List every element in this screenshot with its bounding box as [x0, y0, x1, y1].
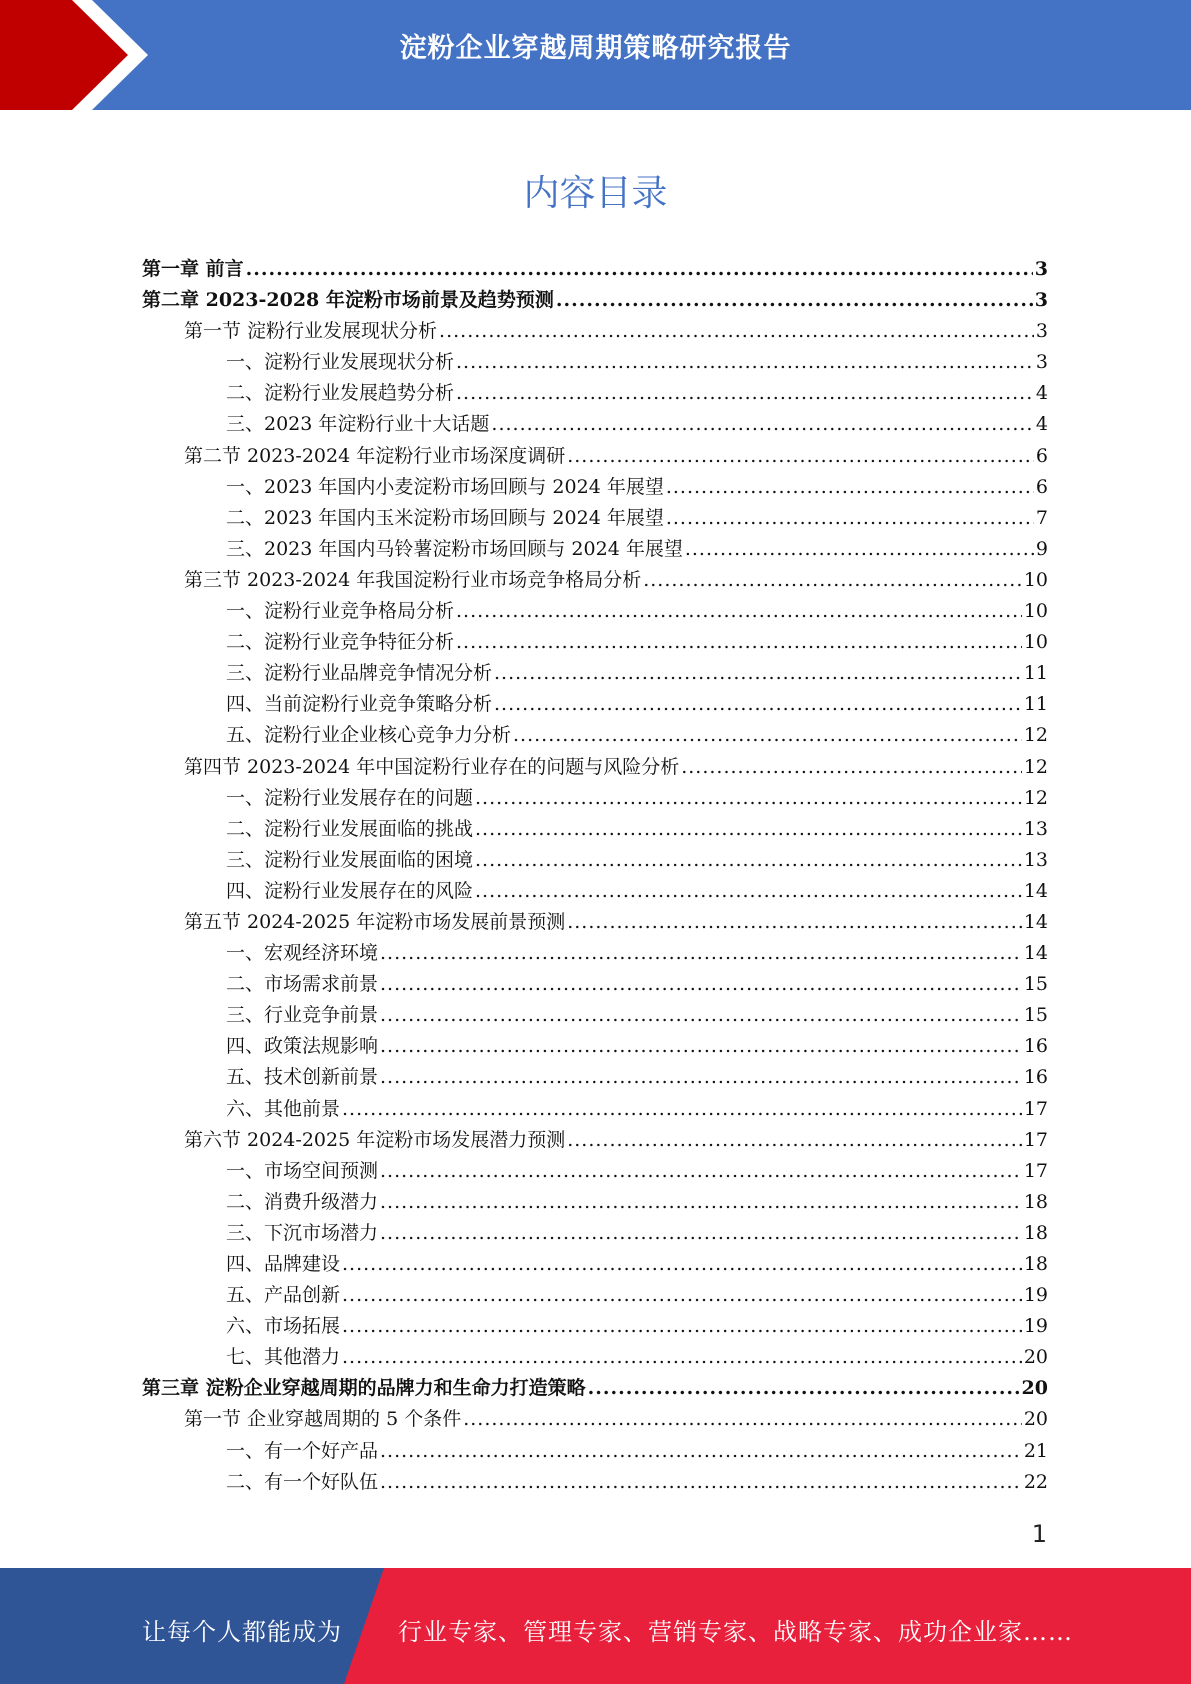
toc-dot-leader: [246, 258, 1033, 280]
toc-entry-page: 18: [1023, 1253, 1048, 1275]
toc-dot-leader: [380, 973, 1022, 995]
toc-entry-label: 三、淀粉行业发展面临的困境: [226, 848, 474, 871]
toc-entry-label: 二、消费升级潜力: [226, 1190, 379, 1213]
toc-entry-page: 14: [1023, 910, 1048, 933]
toc-entry-label: 三、2023 年国内马铃薯淀粉市场回顾与 2024 年展望: [226, 537, 683, 560]
toc-entry-label: 第二章 2023-2028 年淀粉市场前景及趋势预测: [142, 289, 554, 312]
toc-entry[interactable]: [142, 907, 1048, 938]
page-number: 1: [1031, 1520, 1047, 1548]
toc-entry[interactable]: [142, 378, 1048, 409]
toc-entry-page: 18: [1023, 1221, 1048, 1244]
toc-entry-label: 第五节 2024-2025 年淀粉市场发展前景预测: [184, 910, 566, 933]
toc-entry-page: 22: [1023, 1470, 1048, 1493]
toc-entry[interactable]: [142, 689, 1048, 720]
toc-entry-label: 二、2023 年国内玉米淀粉市场回顾与 2024 年展望: [226, 506, 664, 529]
toc-entry[interactable]: [142, 534, 1048, 565]
toc-entry-label: 第三章 淀粉企业穿越周期的品牌力和生命力打造策略: [142, 1377, 586, 1400]
toc-dot-leader: [494, 693, 1022, 715]
toc-entry-label: 五、淀粉行业企业核心竞争力分析: [226, 724, 512, 747]
toc-entry-label: 一、2023 年国内小麦淀粉市场回顾与 2024 年展望: [226, 475, 664, 498]
toc-entry-label: 三、行业竞争前景: [226, 1004, 379, 1027]
toc-entry-page: 11: [1023, 693, 1048, 716]
toc-entry-page: 10: [1023, 631, 1048, 654]
toc-entry[interactable]: [142, 441, 1048, 472]
toc-entry[interactable]: [142, 254, 1048, 285]
toc-entry-page: 4: [1035, 382, 1048, 405]
toc-dot-leader: [342, 1253, 1022, 1275]
toc-entry-label: 第一节 企业穿越周期的 5 个条件: [184, 1408, 462, 1431]
toc-entry[interactable]: [142, 1342, 1048, 1373]
toc-entry[interactable]: [142, 1404, 1048, 1435]
toc-entry-label: 四、淀粉行业发展存在的风险: [226, 879, 474, 902]
toc-dot-leader: [513, 724, 1022, 746]
toc-dot-leader: [475, 818, 1022, 840]
toc-dot-leader: [494, 662, 1022, 684]
toc-dot-leader: [380, 942, 1022, 964]
toc-dot-leader: [380, 1191, 1022, 1213]
toc-dot-leader: [588, 1377, 1020, 1399]
toc-entry-page: 17: [1023, 1128, 1048, 1151]
toc-entry[interactable]: [142, 627, 1048, 658]
toc-entry-page: 3: [1034, 258, 1048, 280]
toc-entry-page: 20: [1021, 1377, 1048, 1400]
footer-slogan-right: 行业专家、管理专家、营销专家、战略专家、成功企业家……: [398, 1618, 1073, 1646]
toc-dot-leader: [685, 538, 1034, 560]
toc-dot-leader: [463, 1408, 1022, 1430]
toc-entry-label: 六、市场拓展: [226, 1315, 341, 1338]
toc-dot-leader: [475, 880, 1022, 902]
toc-entry[interactable]: [142, 938, 1048, 969]
toc-entry-label: 一、有一个好产品: [226, 1439, 379, 1462]
toc-entry-label: 二、有一个好队伍: [226, 1470, 379, 1493]
toc-dot-leader: [475, 787, 1022, 809]
toc-entry-page: 3: [1034, 289, 1048, 312]
toc-entry[interactable]: [142, 1280, 1048, 1311]
toc-dot-leader: [380, 1035, 1022, 1057]
toc-entry[interactable]: [142, 1467, 1048, 1498]
page-footer: [0, 1568, 1191, 1684]
toc-dot-leader: [567, 911, 1022, 933]
toc-entry-label: 第三节 2023-2024 年我国淀粉行业市场竞争格局分析: [184, 568, 642, 591]
toc-entry-page: 16: [1023, 1066, 1048, 1089]
toc-dot-leader: [342, 1346, 1022, 1368]
toc-dot-leader: [342, 1098, 1022, 1120]
toc-entry-label: 二、淀粉行业发展趋势分析: [226, 382, 455, 405]
toc-dot-leader: [456, 382, 1034, 404]
toc-entry[interactable]: [142, 1062, 1048, 1093]
report-title: 淀粉企业穿越周期策略研究报告: [399, 33, 792, 64]
toc-entry-label: 第六节 2024-2025 年淀粉市场发展潜力预测: [184, 1128, 566, 1151]
toc-entry-page: 11: [1023, 662, 1048, 685]
toc-entry-page: 19: [1023, 1315, 1048, 1338]
toc-entry[interactable]: [142, 658, 1048, 689]
toc-dot-leader: [439, 320, 1034, 342]
toc-entry[interactable]: [142, 969, 1048, 1000]
toc-entry-page: 17: [1023, 1159, 1048, 1182]
toc-entry-page: 12: [1023, 786, 1048, 809]
toc-entry-label: 一、市场空间预测: [226, 1159, 379, 1182]
toc-dot-leader: [380, 1160, 1022, 1182]
toc-entry-label: 三、淀粉行业品牌竞争情况分析: [226, 662, 493, 685]
toc-entry-label: 七、其他潜力: [226, 1346, 341, 1369]
toc-entry-page: 9: [1035, 537, 1048, 560]
toc-entry-label: 一、淀粉行业发展现状分析: [226, 351, 455, 374]
toc-dot-leader: [475, 849, 1022, 871]
toc-entry-page: 16: [1023, 1035, 1048, 1058]
toc-entry-page: 20: [1023, 1346, 1048, 1369]
toc-entry-page: 15: [1023, 973, 1048, 996]
toc-dot-leader: [456, 351, 1034, 373]
toc-entry-label: 四、当前淀粉行业竞争策略分析: [226, 693, 493, 716]
toc-entry-label: 一、淀粉行业发展存在的问题: [226, 786, 474, 809]
toc-entry-label: 二、市场需求前景: [226, 973, 379, 996]
toc-entry-page: 3: [1035, 351, 1048, 374]
toc-entry-page: 7: [1035, 506, 1048, 529]
toc-entry-label: 四、政策法规影响: [226, 1035, 379, 1058]
toc-entry-page: 4: [1035, 413, 1048, 436]
toc-dot-leader: [380, 1222, 1022, 1244]
toc-entry-label: 第四节 2023-2024 年中国淀粉行业存在的问题与风险分析: [184, 755, 680, 778]
toc-entry[interactable]: [142, 1094, 1048, 1125]
toc-entry[interactable]: [142, 503, 1048, 534]
toc-entry-page: 10: [1023, 600, 1048, 623]
toc-entry-page: 3: [1035, 320, 1048, 343]
toc-entry-label: 二、淀粉行业发展面临的挑战: [226, 817, 474, 840]
toc-entry[interactable]: [142, 409, 1048, 440]
toc-entry[interactable]: [142, 1156, 1048, 1187]
toc-dot-leader: [666, 476, 1034, 498]
toc-entry[interactable]: [142, 347, 1048, 378]
toc-entry[interactable]: [142, 752, 1048, 783]
toc-entry[interactable]: [142, 876, 1048, 907]
toc-dot-leader: [567, 445, 1034, 467]
toc-entry-label: 二、淀粉行业竞争特征分析: [226, 631, 455, 654]
toc-entry[interactable]: [142, 1311, 1048, 1342]
toc-heading: 内容目录: [523, 173, 668, 214]
toc-entry-page: 13: [1023, 848, 1048, 871]
toc-entry[interactable]: [142, 1249, 1048, 1280]
page-header: [0, 0, 1191, 110]
toc-entry[interactable]: [142, 1187, 1048, 1218]
table-of-contents: [142, 254, 1048, 1498]
toc-entry[interactable]: [142, 845, 1048, 876]
toc-entry[interactable]: [142, 720, 1048, 751]
toc-entry[interactable]: [142, 1218, 1048, 1249]
toc-entry-label: 第二节 2023-2024 年淀粉行业市场深度调研: [184, 444, 566, 467]
toc-entry-page: 21: [1023, 1439, 1048, 1462]
toc-entry-page: 20: [1023, 1408, 1048, 1431]
toc-dot-leader: [643, 569, 1022, 591]
toc-entry-page: 6: [1035, 444, 1048, 467]
toc-entry[interactable]: [142, 316, 1048, 347]
toc-dot-leader: [567, 1129, 1022, 1151]
toc-dot-leader: [380, 1440, 1022, 1462]
toc-entry-label: 五、产品创新: [226, 1284, 341, 1307]
toc-entry-label: 六、其他前景: [226, 1097, 341, 1120]
toc-dot-leader: [666, 507, 1034, 529]
toc-dot-leader: [380, 1471, 1022, 1493]
toc-entry-page: 10: [1023, 568, 1048, 591]
toc-entry-label: 第一节 淀粉行业发展现状分析: [184, 320, 438, 343]
toc-entry-label: 三、2023 年淀粉行业十大话题: [226, 413, 490, 436]
toc-entry-page: 14: [1023, 942, 1048, 965]
toc-entry-page: 18: [1023, 1190, 1048, 1213]
toc-entry-page: 13: [1023, 817, 1048, 840]
toc-entry[interactable]: [142, 1000, 1048, 1031]
toc-dot-leader: [342, 1315, 1022, 1337]
toc-dot-leader: [491, 413, 1034, 435]
footer-slogan-left: 让每个人都能成为: [142, 1618, 342, 1646]
toc-entry-label: 三、下沉市场潜力: [226, 1221, 379, 1244]
toc-entry[interactable]: [142, 1031, 1048, 1062]
toc-entry[interactable]: [142, 596, 1048, 627]
toc-entry-page: 12: [1023, 755, 1048, 778]
toc-dot-leader: [342, 1284, 1022, 1306]
toc-entry[interactable]: [142, 285, 1048, 316]
toc-entry[interactable]: [142, 783, 1048, 814]
toc-entry[interactable]: [142, 565, 1048, 596]
toc-entry[interactable]: [142, 814, 1048, 845]
toc-entry-label: 四、品牌建设: [226, 1253, 341, 1275]
toc-entry-label: 五、技术创新前景: [226, 1066, 379, 1089]
toc-dot-leader: [456, 600, 1022, 622]
toc-entry[interactable]: [142, 1125, 1048, 1156]
toc-dot-leader: [556, 289, 1033, 311]
toc-entry[interactable]: [142, 1436, 1048, 1467]
toc-entry-page: 15: [1023, 1004, 1048, 1027]
toc-dot-leader: [380, 1066, 1022, 1088]
toc-entry[interactable]: [142, 1373, 1048, 1404]
toc-entry-page: 12: [1023, 724, 1048, 747]
toc-dot-leader: [681, 756, 1022, 778]
toc-entry-label: 第一章 前言: [142, 258, 244, 280]
toc-entry-page: 6: [1035, 475, 1048, 498]
toc-entry-page: 19: [1023, 1284, 1048, 1307]
toc-entry-label: 一、淀粉行业竞争格局分析: [226, 600, 455, 623]
toc-entry-page: 14: [1023, 879, 1048, 902]
toc-entry[interactable]: [142, 472, 1048, 503]
toc-dot-leader: [380, 1004, 1022, 1026]
toc-dot-leader: [456, 631, 1022, 653]
toc-entry-page: 17: [1023, 1097, 1048, 1120]
toc-entry-label: 一、宏观经济环境: [226, 942, 379, 965]
